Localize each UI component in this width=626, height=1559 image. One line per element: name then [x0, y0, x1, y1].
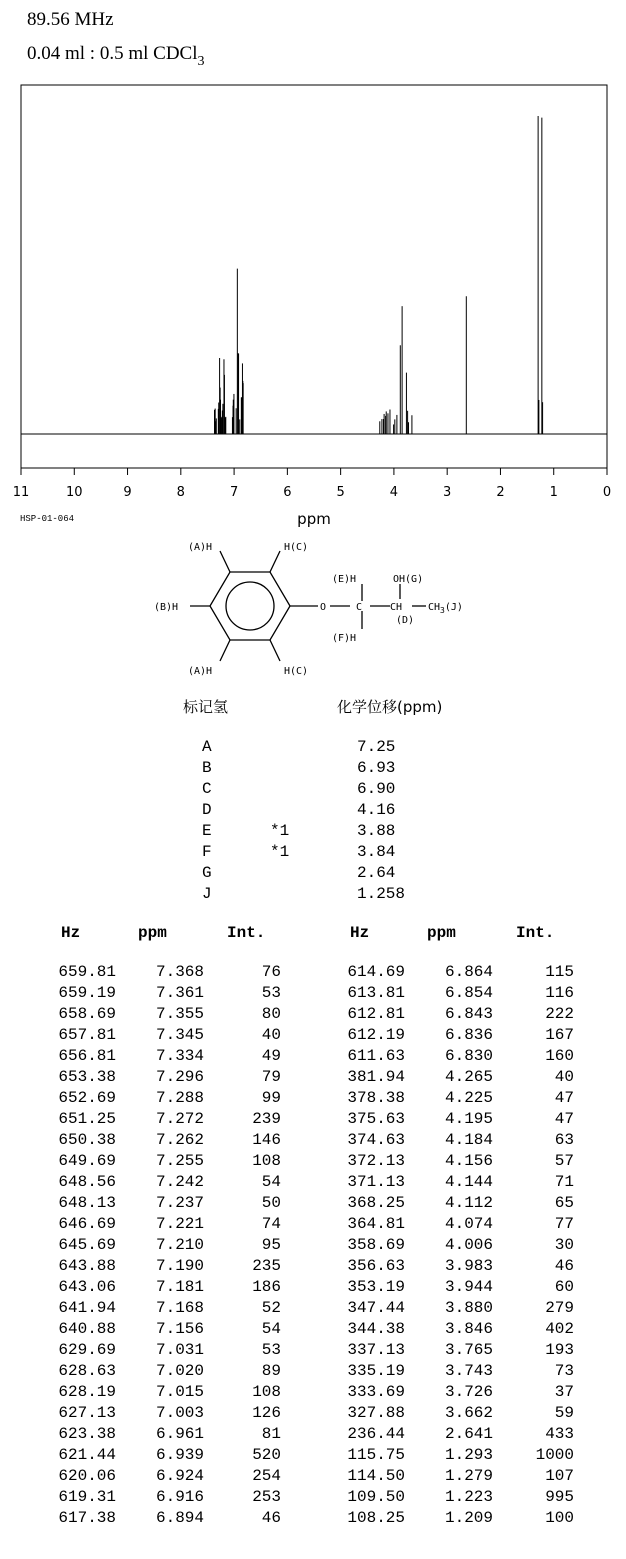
label-hc-bottom: H(C): [284, 666, 309, 677]
peak-cell-right-hz: 613.81: [347, 984, 405, 1002]
peak-cell-right-int: 71: [554, 1173, 574, 1191]
left-header-int: Int.: [227, 924, 266, 942]
peak-cell-right-hz: 327.88: [347, 1404, 405, 1422]
peak-cell-right-hz: 375.63: [347, 1110, 405, 1128]
peak-cell-right-int: 59: [554, 1404, 574, 1422]
peak-cell-right-ppm: 3.983: [444, 1257, 493, 1275]
assignment-shift: 3.88: [357, 822, 396, 840]
assignment-label: E: [202, 822, 212, 840]
peak-cell-right-ppm: 3.765: [444, 1341, 493, 1359]
peak-cell-left-int: 79: [261, 1068, 281, 1086]
peak-cell-right-hz: 364.81: [347, 1215, 405, 1233]
peak-cell-right-ppm: 3.944: [444, 1278, 493, 1296]
peak-cell-left-int: 146: [252, 1131, 281, 1149]
right-header-ppm: ppm: [427, 924, 456, 942]
peak-cell-right-int: 100: [545, 1509, 574, 1527]
peak-cell-right-int: 47: [554, 1089, 574, 1107]
peak-cell-right-int: 65: [554, 1194, 574, 1212]
peak-cell-left-int: 81: [261, 1425, 281, 1443]
peak-cell-right-ppm: 4.006: [444, 1236, 493, 1254]
assignment-shift: 1.258: [357, 885, 406, 903]
peak-cell-right-hz: 114.50: [347, 1467, 405, 1485]
peak-cell-left-int: 49: [261, 1047, 281, 1065]
peak-cell-left-hz: 651.25: [58, 1110, 116, 1128]
peak-cell-left-int: 40: [261, 1026, 281, 1044]
peak-cell-left-hz: 652.69: [58, 1089, 116, 1107]
spectrum-code: HSP-01-064: [20, 514, 75, 524]
peak-cell-right-ppm: 4.195: [444, 1110, 493, 1128]
peak-cell-left-hz: 657.81: [58, 1026, 116, 1044]
peak-cell-left-int: 50: [261, 1194, 281, 1212]
peak-cell-left-int: 54: [261, 1320, 281, 1338]
peak-cell-right-ppm: 1.293: [444, 1446, 493, 1464]
peak-cell-left-ppm: 7.015: [155, 1383, 204, 1401]
peak-cell-left-ppm: 7.334: [155, 1047, 204, 1065]
peak-cell-left-ppm: 7.221: [155, 1215, 204, 1233]
assignment-shift: 2.64: [357, 864, 396, 882]
peak-cell-right-ppm: 3.743: [444, 1362, 493, 1380]
peak-cell-left-ppm: 7.020: [155, 1362, 204, 1380]
peak-cell-right-ppm: 6.843: [444, 1005, 493, 1023]
peak-cell-right-hz: 368.25: [347, 1194, 405, 1212]
assignment-label: J: [202, 885, 212, 903]
peak-cell-right-ppm: 2.641: [444, 1425, 493, 1443]
peak-cell-left-hz: 640.88: [58, 1320, 116, 1338]
assignment-label: F: [202, 843, 212, 861]
peak-cell-left-ppm: 7.190: [155, 1257, 204, 1275]
left-header-ppm: ppm: [138, 924, 167, 942]
peak-cell-left-hz: 645.69: [58, 1236, 116, 1254]
x-axis-ticks: [13, 468, 611, 500]
label-oh-g: OH(G): [393, 574, 424, 585]
left-header-hz: Hz: [61, 924, 81, 942]
label-d: (D): [396, 615, 415, 626]
peak-cell-left-int: 95: [261, 1236, 281, 1254]
peak-cell-left-int: 74: [261, 1215, 281, 1233]
peak-cell-left-ppm: 7.210: [155, 1236, 204, 1254]
peak-cell-left-ppm: 6.939: [155, 1446, 204, 1464]
peak-cell-left-int: 108: [252, 1152, 281, 1170]
assignment-shift: 4.16: [357, 801, 396, 819]
label-bh: (B)H: [154, 602, 179, 613]
peak-cell-right-int: 279: [545, 1299, 574, 1317]
peak-cell-left-int: 235: [252, 1257, 281, 1275]
bond-hc-top: [270, 551, 280, 572]
peak-cell-left-int: 46: [261, 1509, 281, 1527]
peak-cell-left-ppm: 7.296: [155, 1068, 204, 1086]
peak-cell-right-ppm: 1.209: [444, 1509, 493, 1527]
solvent-subscript: 3: [197, 54, 205, 69]
peak-cell-right-int: 160: [545, 1047, 574, 1065]
peak-cell-left-ppm: 7.168: [155, 1299, 204, 1317]
peak-cell-right-int: 47: [554, 1110, 574, 1128]
peak-cell-right-hz: 344.38: [347, 1320, 405, 1338]
peak-cell-right-hz: 371.13: [347, 1173, 405, 1191]
peak-cell-right-hz: 356.63: [347, 1257, 405, 1275]
peak-cell-right-ppm: 3.880: [444, 1299, 493, 1317]
x-tick-label: 2: [496, 485, 505, 500]
peak-cell-left-int: 520: [252, 1446, 281, 1464]
assignment-shift: 6.93: [357, 759, 396, 777]
x-tick-label: 10: [65, 485, 83, 500]
peak-cell-right-int: 193: [545, 1341, 574, 1359]
peak-cell-right-int: 40: [554, 1068, 574, 1086]
peak-cell-left-hz: 650.38: [58, 1131, 116, 1149]
peak-cell-right-int: 107: [545, 1467, 574, 1485]
x-tick-label: 3: [443, 485, 452, 500]
peak-cell-left-hz: 659.81: [58, 963, 116, 981]
peak-cell-right-int: 30: [554, 1236, 574, 1254]
peak-cell-right-int: 60: [554, 1278, 574, 1296]
peak-cell-left-hz: 623.38: [58, 1425, 116, 1443]
peak-cell-right-hz: 333.69: [347, 1383, 405, 1401]
peak-cell-right-ppm: 1.223: [444, 1488, 493, 1506]
aromatic-circle: [226, 582, 274, 630]
peak-cell-right-hz: 335.19: [347, 1362, 405, 1380]
x-tick-label: 1: [549, 485, 558, 500]
peak-cell-left-hz: 649.69: [58, 1152, 116, 1170]
peak-cell-right-int: 116: [545, 984, 574, 1002]
peak-cell-left-hz: 646.69: [58, 1215, 116, 1233]
label-o: O: [320, 602, 327, 613]
peak-cell-left-ppm: 7.272: [155, 1110, 204, 1128]
peak-cell-left-hz: 628.63: [58, 1362, 116, 1380]
peak-cell-right-hz: 612.19: [347, 1026, 405, 1044]
assignment-shift: 7.25: [357, 738, 396, 756]
bond-ah-bottom: [220, 640, 230, 661]
peak-cell-left-int: 186: [252, 1278, 281, 1296]
assignment-label: G: [202, 864, 212, 882]
peak-cell-right-hz: 372.13: [347, 1152, 405, 1170]
peak-cell-left-ppm: 6.916: [155, 1488, 204, 1506]
peak-cell-right-hz: 611.63: [347, 1047, 405, 1065]
peak-cell-left-hz: 621.44: [58, 1446, 116, 1464]
peak-cell-right-hz: 381.94: [347, 1068, 405, 1086]
peak-cell-left-int: 89: [261, 1362, 281, 1380]
label-hc-top: H(C): [284, 542, 309, 553]
peak-cell-right-ppm: 3.846: [444, 1320, 493, 1338]
peak-cell-right-int: 402: [545, 1320, 574, 1338]
peak-cell-right-hz: 614.69: [347, 963, 405, 981]
label-ah-bottom: (A)H: [188, 666, 213, 677]
peak-cell-left-ppm: 7.255: [155, 1152, 204, 1170]
peak-cell-left-ppm: 7.355: [155, 1005, 204, 1023]
label-ah-top: (A)H: [188, 542, 213, 553]
assignment-shift: 6.90: [357, 780, 396, 798]
x-tick-label: 5: [336, 485, 345, 500]
peak-cell-left-hz: 643.06: [58, 1278, 116, 1296]
label-c: C: [356, 602, 363, 613]
peak-cell-left-int: 99: [261, 1089, 281, 1107]
peak-cell-left-ppm: 7.345: [155, 1026, 204, 1044]
peak-cell-left-hz: 659.19: [58, 984, 116, 1002]
peak-cell-right-hz: 115.75: [347, 1446, 405, 1464]
peak-cell-left-ppm: 7.288: [155, 1089, 204, 1107]
peak-cell-right-ppm: 4.156: [444, 1152, 493, 1170]
peak-cell-right-hz: 236.44: [347, 1425, 405, 1443]
peak-cell-right-ppm: 4.074: [444, 1215, 493, 1233]
label-ch3: $CH_3(J)$: [428, 602, 463, 615]
peak-cell-left-int: 254: [252, 1467, 281, 1485]
peak-cell-right-ppm: 4.144: [444, 1173, 493, 1191]
peak-cell-left-ppm: 6.961: [155, 1425, 204, 1443]
peak-cell-left-hz: 643.88: [58, 1257, 116, 1275]
peak-cell-left-int: 52: [261, 1299, 281, 1317]
peak-cell-right-ppm: 4.112: [444, 1194, 493, 1212]
x-axis-label: ppm: [297, 510, 331, 528]
label-ch: CH: [390, 602, 403, 613]
solvent-text: 0.04 ml : 0.5 ml CDCl: [27, 43, 198, 64]
peak-cell-left-hz: 628.19: [58, 1383, 116, 1401]
peak-cell-left-int: 126: [252, 1404, 281, 1422]
bond-hc-bottom: [270, 640, 280, 661]
plot-frame: [21, 85, 607, 468]
peak-cell-right-hz: 374.63: [347, 1131, 405, 1149]
peak-cell-left-hz: 619.31: [58, 1488, 116, 1506]
peak-cell-left-ppm: 7.003: [155, 1404, 204, 1422]
assignment-note: *1: [270, 843, 290, 861]
x-tick-label: 9: [123, 485, 132, 500]
peak-cell-left-int: 80: [261, 1005, 281, 1023]
peak-cell-left-ppm: 7.242: [155, 1173, 204, 1191]
assignment-label: D: [202, 801, 212, 819]
x-tick-label: 11: [12, 485, 30, 500]
peak-cell-left-ppm: 7.368: [155, 963, 204, 981]
peak-cell-left-hz: 620.06: [58, 1467, 116, 1485]
peak-cell-left-int: 108: [252, 1383, 281, 1401]
peak-cell-left-int: 76: [261, 963, 281, 981]
peak-cell-right-ppm: 4.184: [444, 1131, 493, 1149]
label-eh: (E)H: [332, 574, 357, 585]
peak-cell-left-hz: 617.38: [58, 1509, 116, 1527]
peak-cell-left-hz: 629.69: [58, 1341, 116, 1359]
peak-cell-right-int: 73: [554, 1362, 574, 1380]
peak-cell-right-int: 222: [545, 1005, 574, 1023]
peak-cell-right-hz: 358.69: [347, 1236, 405, 1254]
peak-cell-left-hz: 627.13: [58, 1404, 116, 1422]
peak-cell-left-ppm: 7.237: [155, 1194, 204, 1212]
peak-cell-left-int: 253: [252, 1488, 281, 1506]
peak-cell-right-int: 37: [554, 1383, 574, 1401]
peak-cell-left-int: 239: [252, 1110, 281, 1128]
frequency-label: 89.56 MHz: [27, 9, 114, 30]
peak-cell-left-hz: 656.81: [58, 1047, 116, 1065]
assignment-header-shift: 化学位移(ppm): [337, 698, 443, 716]
peak-cell-left-ppm: 7.262: [155, 1131, 204, 1149]
peak-cell-left-hz: 658.69: [58, 1005, 116, 1023]
x-tick-label: 6: [283, 485, 292, 500]
x-tick-label: 0: [602, 485, 612, 500]
peak-cell-right-ppm: 3.662: [444, 1404, 493, 1422]
assignment-note: *1: [270, 822, 290, 840]
solvent-label: [27, 43, 205, 70]
peak-cell-right-hz: 612.81: [347, 1005, 405, 1023]
peak-cell-right-ppm: 6.864: [444, 963, 493, 981]
peak-cell-left-hz: 648.56: [58, 1173, 116, 1191]
peak-cell-right-int: 46: [554, 1257, 574, 1275]
peak-cell-right-hz: 378.38: [347, 1089, 405, 1107]
peak-cell-right-int: 63: [554, 1131, 574, 1149]
assignment-header-label: 标记氢: [183, 698, 229, 716]
peak-cell-left-ppm: 7.031: [155, 1341, 204, 1359]
peak-cell-right-ppm: 4.225: [444, 1089, 493, 1107]
peak-cell-left-int: 53: [261, 984, 281, 1002]
peak-cell-right-hz: 109.50: [347, 1488, 405, 1506]
peak-cell-right-ppm: 6.854: [444, 984, 493, 1002]
peak-cell-left-int: 53: [261, 1341, 281, 1359]
peak-cell-right-hz: 108.25: [347, 1509, 405, 1527]
molecule-structure: [140, 535, 485, 677]
peak-cell-left-ppm: 6.924: [155, 1467, 204, 1485]
peak-cell-left-ppm: 7.181: [155, 1278, 204, 1296]
assignment-label: A: [202, 738, 212, 756]
peak-cell-left-hz: 653.38: [58, 1068, 116, 1086]
peak-cell-right-int: 115: [545, 963, 574, 981]
spectrum-trace: [21, 116, 607, 434]
peak-cell-right-hz: 337.13: [347, 1341, 405, 1359]
assignment-label: B: [202, 759, 212, 777]
x-tick-label: 7: [229, 485, 239, 500]
peak-cell-right-ppm: 1.279: [444, 1467, 493, 1485]
peak-cell-right-int: 995: [545, 1488, 574, 1506]
peak-cell-right-ppm: 6.836: [444, 1026, 493, 1044]
x-tick-label: 4: [389, 485, 399, 500]
peak-cell-right-ppm: 3.726: [444, 1383, 493, 1401]
assignment-shift: 3.84: [357, 843, 396, 861]
peak-cell-left-int: 54: [261, 1173, 281, 1191]
peak-cell-right-int: 57: [554, 1152, 574, 1170]
peak-cell-right-hz: 353.19: [347, 1278, 405, 1296]
peak-cell-right-ppm: 4.265: [444, 1068, 493, 1086]
right-header-hz: Hz: [350, 924, 370, 942]
x-tick-label: 8: [176, 485, 185, 500]
peak-cell-right-int: 433: [545, 1425, 574, 1443]
peak-cell-left-hz: 641.94: [58, 1299, 116, 1317]
label-fh: (F)H: [332, 633, 357, 644]
peak-cell-left-ppm: 7.361: [155, 984, 204, 1002]
peak-cell-right-int: 1000: [535, 1446, 574, 1464]
peak-cell-right-hz: 347.44: [347, 1299, 405, 1317]
peak-cell-right-int: 77: [554, 1215, 574, 1233]
peak-cell-left-hz: 648.13: [58, 1194, 116, 1212]
bond-ah-top: [220, 551, 230, 572]
peak-cell-left-ppm: 6.894: [155, 1509, 204, 1527]
assignment-label: C: [202, 780, 212, 798]
nmr-spectrum-chart: [0, 80, 626, 530]
right-header-int: Int.: [516, 924, 555, 942]
peak-cell-right-int: 167: [545, 1026, 574, 1044]
peak-cell-right-ppm: 6.830: [444, 1047, 493, 1065]
peak-cell-left-ppm: 7.156: [155, 1320, 204, 1338]
